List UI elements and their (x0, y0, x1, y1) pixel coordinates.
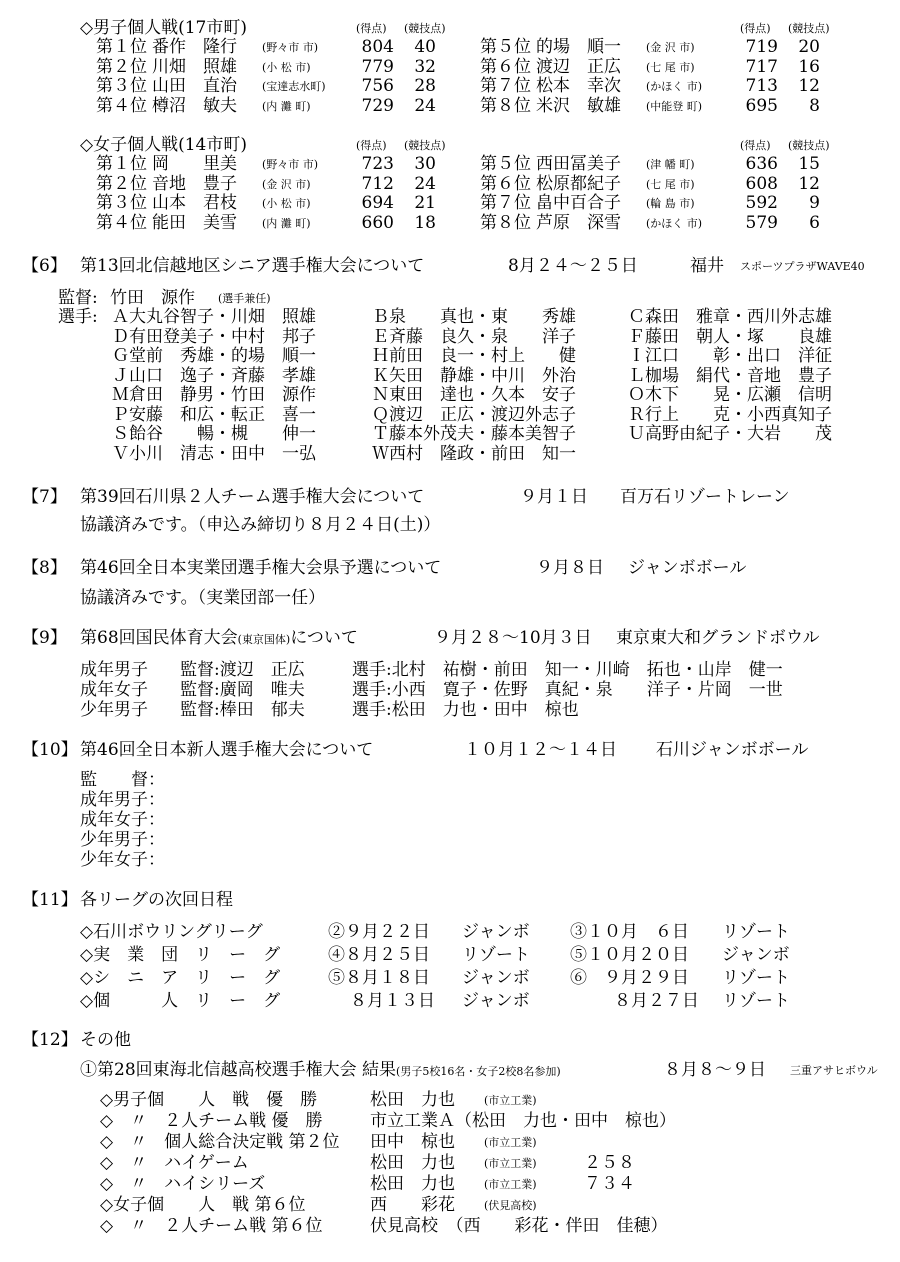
section-7 (0, 487, 900, 537)
following-venue: ジャンボ (722, 945, 790, 965)
player-team-row (0, 307, 900, 327)
player-score: 608 (745, 173, 778, 194)
player-team-row (0, 405, 900, 425)
team-pair: Ｆ藤田 朝人・塚 良雄 (628, 326, 832, 347)
team-pair: Ｈ前田 良一・村上 健 (372, 346, 576, 366)
women-comp-header-left: (競技点) (404, 139, 446, 152)
women-rank-row (0, 174, 900, 194)
section-9-number: 【9】 (22, 628, 67, 648)
section-8-note: 協議済みです。（実業団部一任） (80, 588, 326, 608)
result-event: ◇ 〃 ハイゲーム (100, 1153, 249, 1173)
women-comp-header-right: (競技点) (788, 139, 830, 152)
section-8-venue: ジャンボボール (628, 558, 747, 578)
team-pair: Ｂ泉 真也・東 秀雄 (372, 307, 576, 327)
rank-label: 第３位 (96, 76, 147, 96)
result-school: (市立工業) (484, 1178, 537, 1191)
result-winner: 伏見高校 （西 彩花・伴田 佳穂） (370, 1216, 668, 1236)
section-11 (0, 890, 900, 1015)
player-points: 15 (798, 154, 820, 174)
section-10-venue: 石川ジャンボボール (656, 740, 809, 760)
player-points: 6 (809, 212, 820, 233)
rank-label: 第２位 (96, 173, 147, 194)
player-score: 719 (745, 37, 778, 57)
team-pair: Ｊ山口 逸子・斉藤 孝雄 (112, 365, 316, 386)
kokutai-row (0, 680, 900, 700)
team-pair: Ｉ江口 彰・出口 洋征 (628, 346, 832, 366)
following-venue: リゾート (722, 991, 790, 1011)
rank-label: 第４位 (96, 212, 147, 233)
team-pair: Ｕ高野由紀子・大岩 茂 (628, 424, 832, 444)
category: 成年男子 (80, 660, 148, 680)
team-pair: Ｄ有田登美子・中村 邦子 (112, 326, 316, 347)
player-points: 9 (809, 193, 820, 213)
section-7-note: 協議済みです。（申込み締切り８月２４日(土)） (80, 515, 441, 535)
roster-label: 監 督： (80, 770, 165, 790)
section-8 (0, 558, 900, 608)
player-score: 592 (745, 193, 778, 213)
women-score-header-left: (得点) (356, 139, 387, 152)
player-score: 694 (361, 193, 394, 213)
player-city: (かほく 市) (646, 80, 703, 93)
player-city: (野々市 市) (262, 41, 319, 54)
player-city: (内 灘 町) (262, 99, 311, 113)
player-score: 579 (745, 212, 778, 233)
player-points: 40 (414, 37, 436, 57)
women-individual-title: ◇女子個人戦(14市町) (80, 135, 247, 155)
player-name: 西田冨美子 (536, 154, 621, 174)
section-9-title (80, 628, 358, 648)
player-points: 12 (798, 76, 820, 96)
player-team-row (0, 444, 900, 464)
result-row (0, 1111, 900, 1131)
rank-label: 第６位 (480, 173, 531, 194)
men-rank-row (0, 57, 900, 77)
players-label: 選手: (58, 307, 98, 327)
following-date: ⑥ ９月２９日 (570, 968, 689, 988)
player-score: 804 (361, 37, 394, 57)
player-points: 24 (414, 95, 436, 116)
player-team-row (0, 424, 900, 444)
section-6 (0, 256, 900, 471)
player-city: (輪 島 市) (646, 197, 695, 210)
result-row (0, 1090, 900, 1110)
player-name: 的場 順一 (536, 37, 621, 57)
following-venue: リゾート (722, 968, 790, 988)
result-row (0, 1216, 900, 1236)
team-pair: Ａ大丸谷智子・川畑 照雄 (112, 307, 316, 327)
section-6-place: 福井 (690, 256, 724, 276)
team-pair: Ｋ矢田 静雄・中川 外治 (372, 365, 576, 386)
player-points: 20 (798, 37, 820, 57)
league-row (0, 991, 900, 1011)
player-name: 芦原 深雪 (536, 212, 621, 233)
rank-label: 第１位 (96, 154, 147, 174)
result-event: ◇ 〃 ２人チーム戦 優 勝 (100, 1111, 323, 1131)
section-6-title: 第13回北信越地区シニア選手権大会について (80, 256, 425, 276)
men-individual-section (0, 18, 900, 128)
following-date: ③１０月 ６日 (570, 922, 689, 942)
team-pair: Ｍ倉田 静男・竹田 源作 (112, 385, 316, 405)
following-date: ⑤１０月２０日 (570, 945, 689, 965)
player-score: 712 (361, 173, 394, 194)
player-name: 山本 君枝 (152, 193, 237, 213)
men-comp-header-right: (競技点) (788, 22, 830, 35)
player-points: 28 (414, 76, 436, 96)
result-row (0, 1174, 900, 1194)
league-row (0, 945, 900, 965)
player-city: (金 沢 市) (262, 177, 311, 191)
section-9-title-note: (東京国体) (237, 633, 291, 646)
player-score: 713 (745, 76, 778, 96)
result-row (0, 1153, 900, 1173)
section-7-date: ９月１日 (520, 487, 588, 507)
player-name: 畠中百合子 (536, 193, 621, 213)
rank-label: 第５位 (480, 37, 531, 57)
section-6-number: 【6】 (22, 256, 67, 276)
rank-label: 第２位 (96, 56, 147, 77)
player-name: 岡 里美 (152, 154, 237, 174)
rank-label: 第６位 (480, 56, 531, 77)
player-name: 音地 豊子 (152, 173, 237, 194)
section-7-number: 【7】 (22, 487, 67, 507)
team-pair: Ｒ行上 克・小西真知子 (628, 404, 832, 425)
player-city: (野々市 市) (262, 158, 319, 171)
team-pair: Ｓ飴谷 暢・槻 伸一 (112, 424, 316, 444)
section-6-venue: スポーツプラザWAVE40 (740, 260, 865, 273)
section-8-date: ９月８日 (536, 558, 604, 578)
next-venue: ジャンボ (462, 968, 530, 988)
result-event: ◇ 〃 ハイシリーズ (100, 1174, 266, 1194)
men-score-header-left: (得点) (356, 22, 387, 35)
women-score-header-right: (得点) (740, 139, 771, 152)
manager-name: 竹田 源作 (110, 288, 195, 308)
rank-label: 第３位 (96, 193, 147, 213)
player-name: 川畑 照雄 (152, 56, 237, 77)
section-7-venue: 百万石リゾートレーン (620, 487, 790, 507)
section-12-sub-date: ８月８～９日 (664, 1060, 766, 1080)
section-10 (0, 740, 900, 875)
league-name: ◇石川ボウリングリーグ (80, 922, 263, 942)
result-school: (市立工業) (484, 1157, 537, 1170)
result-event: ◇女子個 人 戦 第６位 (100, 1195, 306, 1215)
player-points: 18 (414, 212, 436, 233)
player-team-row (0, 366, 900, 386)
men-rank-row (0, 76, 900, 96)
manager-label: 監督: (58, 288, 98, 308)
kokutai-row (0, 700, 900, 720)
section-9 (0, 628, 900, 728)
player-name: 能田 美雪 (152, 212, 237, 233)
player-score: 756 (361, 76, 394, 96)
men-comp-header-left: (競技点) (404, 22, 446, 35)
section-11-number: 【11】 (22, 890, 78, 910)
manager: 監督:棒田 郁夫 (180, 700, 305, 720)
roster-label: 少年男子： (80, 830, 165, 850)
team-pair: Ｇ堂前 秀雄・的場 順一 (112, 346, 316, 366)
sub-title-note: (男子5校16名・女子2校8名参加) (396, 1065, 561, 1078)
next-date: ８月１３日 (350, 991, 435, 1011)
rank-label: 第７位 (480, 76, 531, 96)
result-row (0, 1195, 900, 1215)
player-points: 32 (414, 56, 436, 77)
following-venue: リゾート (722, 922, 790, 942)
player-city: (宝達志水町) (262, 80, 326, 93)
section-8-title: 第46回全日本実業団選手権大会県予選について (80, 558, 442, 578)
rank-label: 第７位 (480, 193, 531, 213)
result-winner: 松田 力也 (370, 1153, 455, 1173)
result-school: (市立工業) (484, 1136, 537, 1149)
result-winner: 田中 椋也 (370, 1132, 455, 1152)
result-event: ◇ 〃 ２人チーム戦 第６位 (100, 1216, 323, 1236)
player-name: 渡辺 正広 (536, 56, 621, 77)
women-rank-row (0, 193, 900, 213)
result-winner: 市立工業Ａ（松田 力也・田中 椋也） (370, 1111, 676, 1131)
men-score-header-right: (得点) (740, 22, 771, 35)
kokutai-row (0, 660, 900, 680)
players: 選手:松田 力也・田中 椋也 (352, 700, 579, 720)
rank-label: 第１位 (96, 37, 147, 57)
roster-label: 成年男子： (80, 790, 165, 810)
result-school: (市立工業) (484, 1094, 537, 1107)
manager-note: (選手兼任) (218, 292, 271, 305)
next-date: ④８月２５日 (328, 945, 430, 965)
player-score: 779 (361, 56, 394, 77)
rank-label: 第８位 (480, 95, 531, 116)
section-12-sub-venue: 三重アサヒボウル (790, 1064, 878, 1077)
team-pair: Ｔ藤本外茂夫・藤本美智子 (372, 424, 576, 444)
section-9-title-main: 第68回国民体育大会 (80, 628, 238, 648)
player-city: (かほく 市) (646, 216, 703, 230)
section-7-title: 第39回石川県２人チーム選手権大会について (80, 487, 425, 507)
player-score: 636 (745, 154, 778, 174)
player-city: (内 灘 町) (262, 216, 311, 230)
player-name: 樽沼 敏夫 (152, 95, 237, 116)
player-points: 12 (798, 173, 820, 194)
sub-title-main: ①第28回東海北信越高校選手権大会 結果 (80, 1060, 397, 1080)
player-points: 30 (414, 154, 436, 174)
team-pair: Ｏ木下 晃・広瀬 信明 (628, 385, 832, 405)
roster-label: 成年女子： (80, 810, 165, 830)
next-venue: リゾート (462, 945, 530, 965)
player-points: 21 (414, 193, 436, 213)
team-pair: Ｑ渡辺 正広・渡辺外志子 (372, 404, 576, 425)
player-score: 660 (361, 212, 394, 233)
roster-label: 少年女子： (80, 850, 165, 870)
section-10-date: １０月１２～１４日 (464, 740, 617, 760)
player-name: 松原都紀子 (536, 173, 621, 194)
player-points: 24 (414, 173, 436, 194)
section-10-number: 【10】 (22, 740, 78, 760)
rank-label: 第４位 (96, 95, 147, 116)
league-row (0, 922, 900, 942)
player-team-row (0, 346, 900, 366)
category: 成年女子 (80, 680, 148, 700)
rank-label: 第８位 (480, 212, 531, 233)
section-6-date: 8月２４～２５日 (508, 256, 638, 276)
section-12-title: その他 (80, 1030, 131, 1050)
section-9-date: ９月２８～10月３日 (434, 628, 592, 648)
player-city: (金 沢 市) (646, 41, 695, 54)
next-date: ⑤８月１８日 (328, 968, 430, 988)
team-pair: Ｃ森田 雅章・西川外志雄 (628, 307, 832, 327)
player-name: 番作 隆行 (152, 37, 237, 57)
player-city: (七 尾 市) (646, 60, 695, 74)
result-winner: 松田 力也 (370, 1090, 455, 1110)
player-city: (小 松 市) (262, 60, 311, 74)
women-rank-row (0, 154, 900, 174)
section-12-number: 【12】 (22, 1030, 78, 1050)
team-pair: Ｗ西村 隆政・前田 知一 (372, 443, 576, 464)
women-rank-row (0, 213, 900, 233)
player-city: (七 尾 市) (646, 177, 695, 191)
next-venue: ジャンボ (462, 991, 530, 1011)
team-pair: Ｐ安藤 和広・転正 喜一 (112, 404, 316, 425)
result-winner: 松田 力也 (370, 1174, 455, 1194)
manager: 監督:廣岡 唯夫 (180, 680, 305, 700)
player-name: 米沢 敏雄 (536, 95, 621, 116)
player-points: 8 (809, 95, 820, 116)
men-individual-title: ◇男子個人戦(17市町) (80, 18, 247, 38)
result-row (0, 1132, 900, 1152)
following-date: ８月２７日 (614, 991, 699, 1011)
player-score: 723 (361, 154, 394, 174)
league-name: ◇実 業 団 リ ー グ (80, 945, 281, 965)
league-row (0, 968, 900, 988)
player-team-row (0, 385, 900, 405)
men-rank-row (0, 37, 900, 57)
result-score: ２５８ (584, 1153, 635, 1173)
players: 選手:小西 寛子・佐野 真紀・泉 洋子・片岡 一世 (352, 680, 783, 700)
section-8-number: 【8】 (22, 558, 67, 578)
players: 選手:北村 祐樹・前田 知一・川崎 拓也・山岸 健一 (352, 660, 783, 680)
league-name: ◇個 人 リ ー グ (80, 991, 281, 1011)
league-name: ◇シ ニ ア リ ー グ (80, 968, 281, 988)
player-score: 717 (745, 56, 778, 77)
result-event: ◇男子個 人 戦 優 勝 (100, 1090, 318, 1110)
player-score: 695 (745, 95, 778, 116)
team-pair: Ｎ東田 達也・久本 安子 (372, 385, 576, 405)
player-team-row (0, 327, 900, 347)
result-winner: 西 彩花 (370, 1195, 455, 1215)
player-city: (津 幡 町) (646, 158, 695, 171)
next-date: ②９月２２日 (328, 922, 430, 942)
result-score: ７３４ (584, 1174, 635, 1194)
player-city: (小 松 市) (262, 197, 311, 210)
player-name: 山田 直治 (152, 76, 237, 96)
result-school: (伏見高校) (484, 1199, 537, 1212)
rank-label: 第５位 (480, 154, 531, 174)
men-rank-row (0, 96, 900, 116)
result-event: ◇ 〃 個人総合決定戦 第２位 (100, 1132, 340, 1152)
next-venue: ジャンボ (462, 922, 530, 942)
section-9-venue: 東京東大和グランドボウル (616, 628, 820, 648)
section-9-title-end: について (290, 628, 358, 648)
team-pair: Ｌ枷場 絹代・音地 豊子 (628, 365, 832, 386)
player-points: 16 (798, 56, 820, 77)
player-name: 松本 幸次 (536, 76, 621, 96)
section-12-sub-title (80, 1060, 561, 1080)
section-10-title: 第46回全日本新人選手権大会について (80, 740, 374, 760)
section-12 (0, 1030, 900, 1250)
category: 少年男子 (80, 700, 148, 720)
manager: 監督:渡辺 正広 (180, 660, 305, 680)
team-pair: Ｅ斉藤 良久・泉 洋子 (372, 326, 576, 347)
player-city: (中能登 町) (646, 99, 703, 113)
section-11-title: 各リーグの次回日程 (80, 890, 233, 910)
player-score: 729 (361, 95, 394, 116)
women-individual-section (0, 135, 900, 245)
team-pair: Ｖ小川 清志・田中 一弘 (112, 443, 316, 464)
